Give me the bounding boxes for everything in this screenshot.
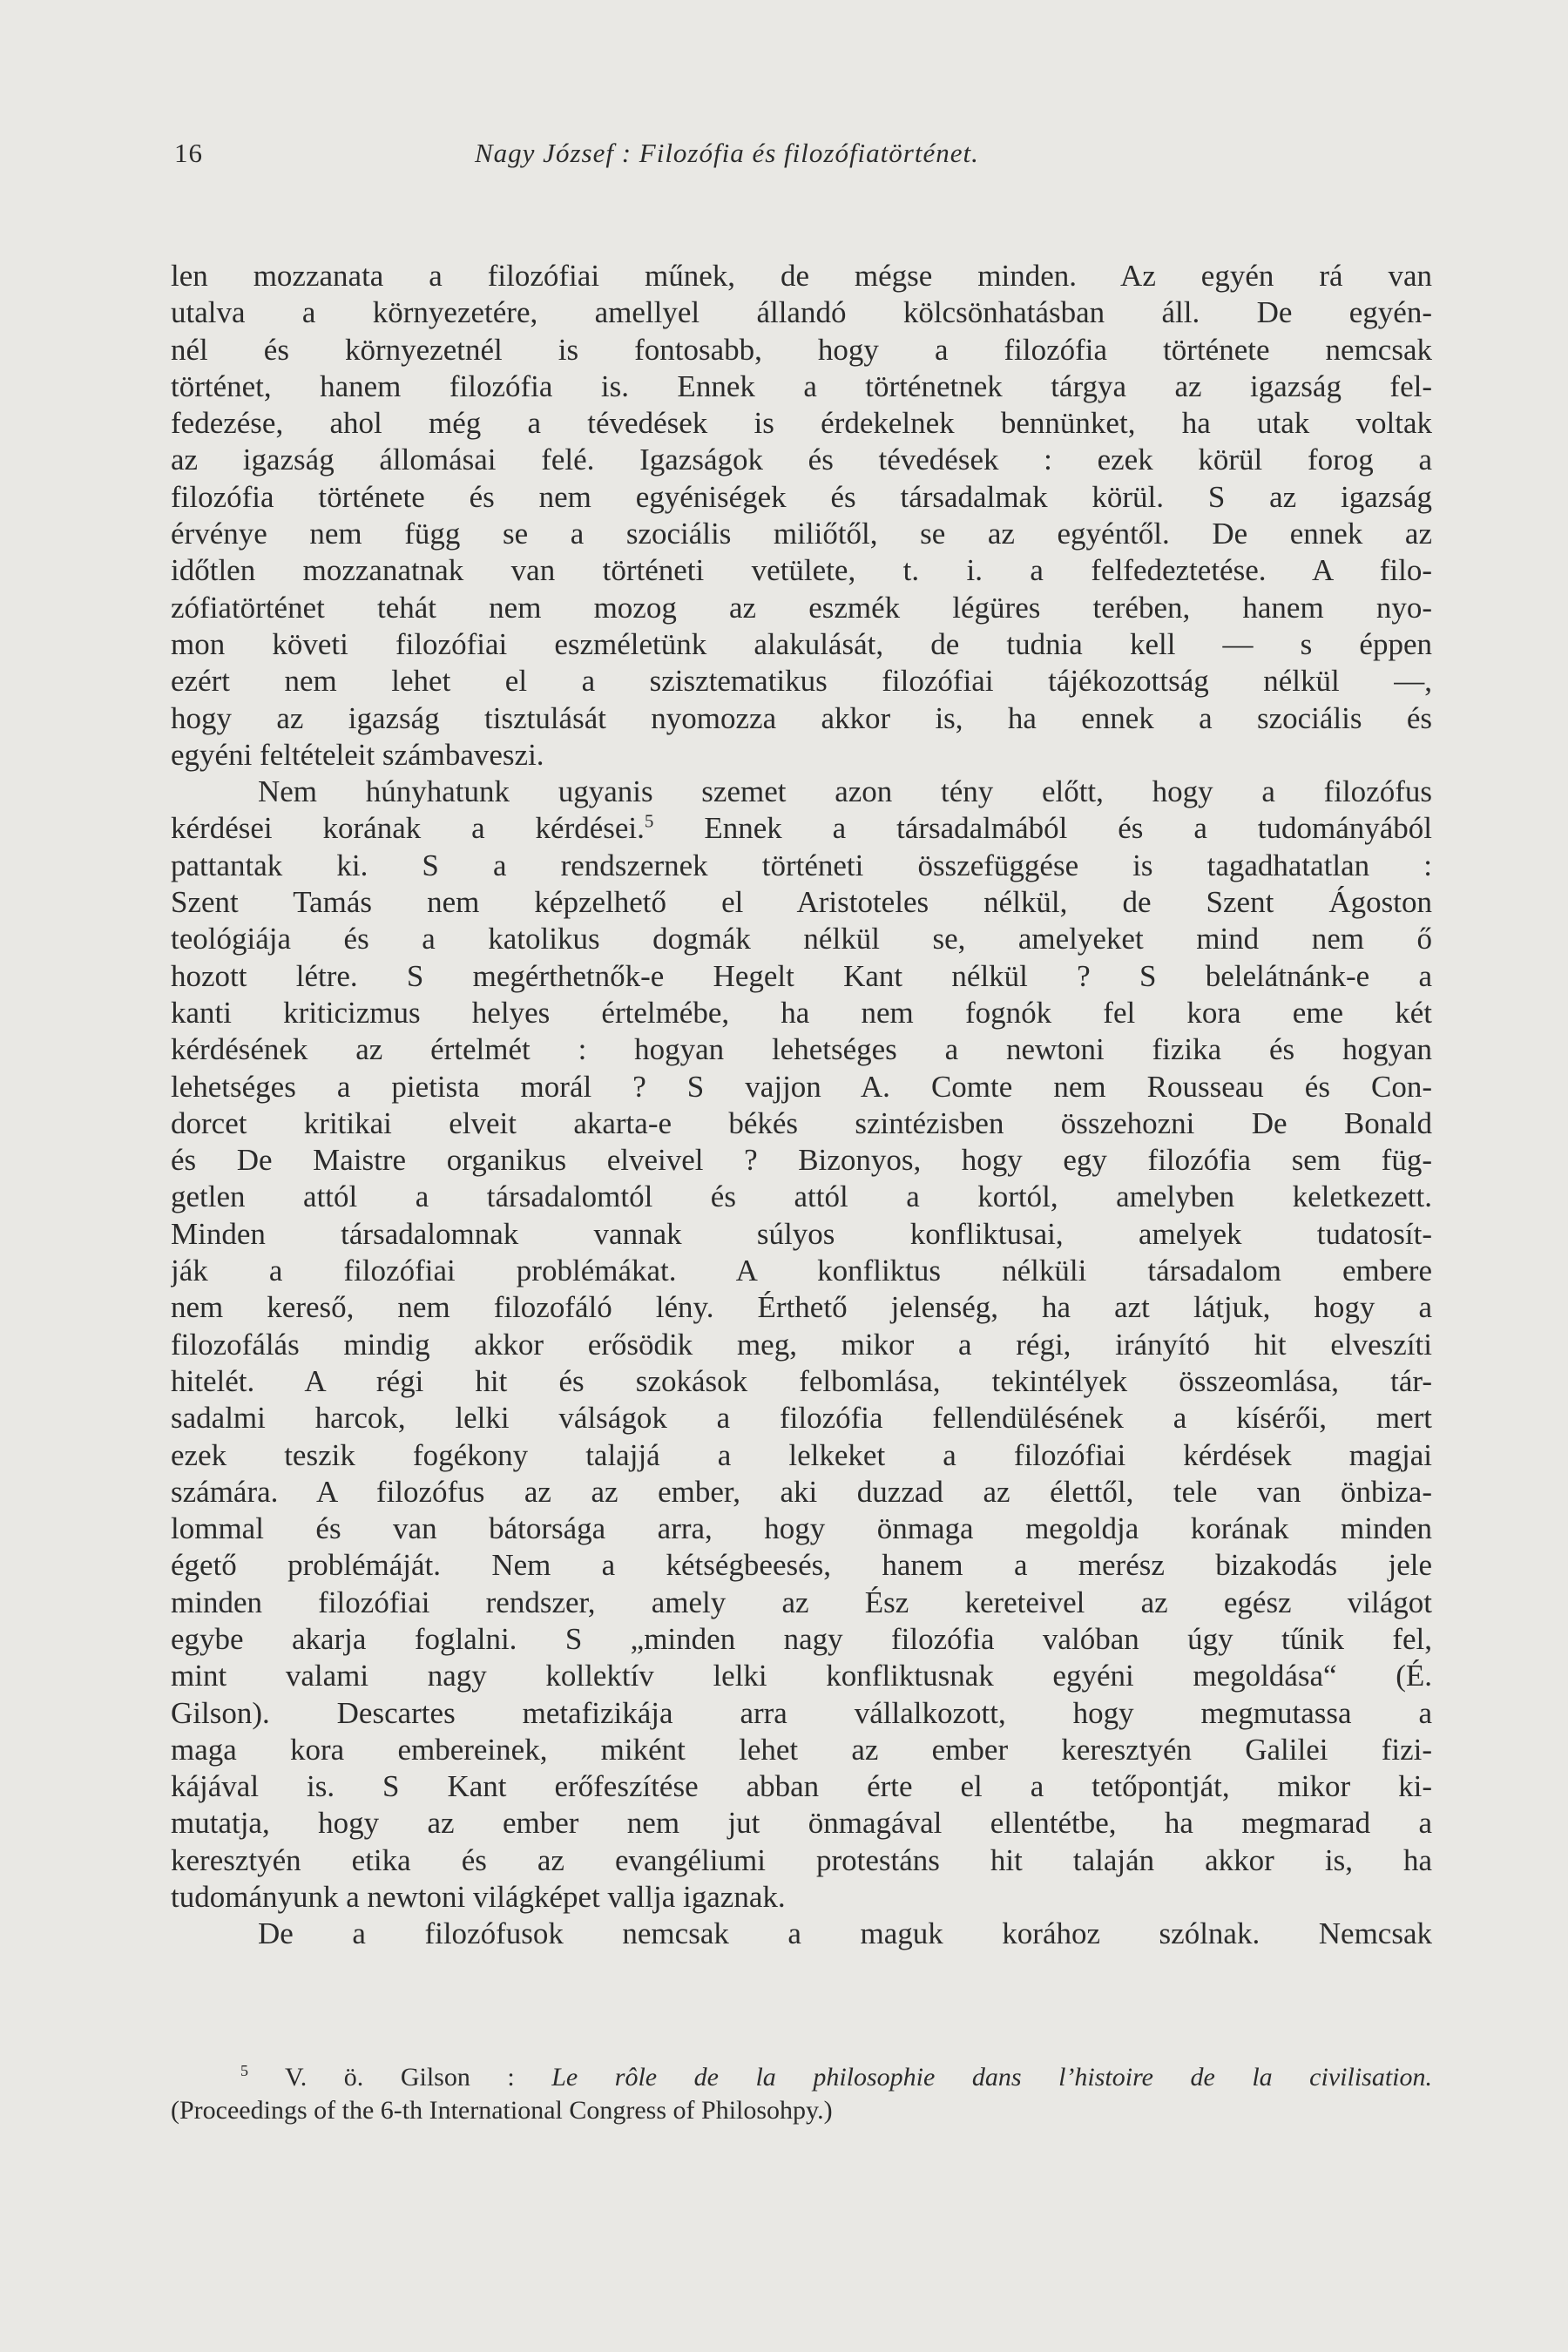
text-line: egyéni feltételeit számbaveszi. <box>171 737 544 772</box>
text-line: kájával is. S Kant erőfeszítése abban érte el a tetőpontját, mikor ki- <box>171 1769 1432 1804</box>
text-line: ezért nem lehet el a szisztematikus filozófiai tájékozottság nélkül —, <box>171 664 1432 699</box>
text-line: hogy az igazság tisztulását nyomozza akkor is, ha ennek a szociális és <box>171 700 1432 735</box>
text-line: teológiája és a katolikus dogmák nélkül se, amelyeket mind nem ő <box>171 922 1432 956</box>
text-line-with-footnote-ref <box>171 810 1432 847</box>
footnote <box>171 2061 1432 2127</box>
text-line: filozofálás mindig akkor erősödik meg, mikor a régi, irányító hit elveszíti <box>171 1327 1432 1362</box>
text-line: mutatja, hogy az ember nem jut önmagával ellentétbe, ha megmarad a <box>171 1806 1432 1841</box>
text-line: egybe akarja foglalni. S „minden nagy filozófia valóban úgy tűnik fel, <box>171 1621 1432 1656</box>
text-line: kérdésének az értelmét : hogyan lehetséges a newtoni fizika és hogyan <box>171 1032 1432 1067</box>
text-line: mint valami nagy kollektív lelki konfliktusnak egyéni megoldása“ (É. <box>171 1659 1432 1693</box>
text-line: hitelét. A régi hit és szokások felbomlása, tekintélyek összeomlása, tár- <box>171 1363 1432 1398</box>
text-line: mon követi filozófiai eszméletünk alakulását, de tudnia kell — s éppen <box>171 626 1432 661</box>
text-line: időtlen mozzanatnak van történeti vetülete, t. i. a felfedeztetése. A filo- <box>171 553 1432 588</box>
text-line: hozott létre. S megérthetnők-e Hegelt Kant nélkül ? S belelátnánk-e a <box>171 958 1432 993</box>
text-line: és De Maistre organikus elveivel ? Bizonyos, hogy egy filozófia sem füg- <box>171 1143 1432 1178</box>
text-line: keresztyén etika és az evangéliumi protestáns hit talaján akkor is, ha <box>171 1842 1432 1877</box>
text-line: fedezése, ahol még a tévedések is érdekelnek bennünket, ha utak voltak <box>171 406 1432 441</box>
text-line: érvénye nem függ se a szociális miliőtől, se az egyéntől. De ennek az <box>171 517 1432 551</box>
text-line: kanti kriticizmus helyes értelmébe, ha nem fognók fel kora eme két <box>171 995 1432 1030</box>
text-line: getlen attól a társadalomtól és attól a kortól, amelyben keletkezett. <box>171 1179 1432 1214</box>
text-line: tudományunk a newtoni világképet vallja igaznak. <box>171 1880 786 1915</box>
text-line: pattantak ki. S a rendszernek történeti összefüggése is tagadhatatlan : <box>171 848 1432 882</box>
text-fragment: kérdései korának a kérdései. <box>171 811 645 846</box>
paragraph-first-line: De a filozófusok nemcsak a maguk korához szólnak. Nemcsak <box>258 1916 1432 1951</box>
text-line: ják a filozófiai problémákat. A konfliktus nélküli társadalom embere <box>171 1254 1432 1288</box>
text-line: égető problémáját. Nem a kétségbeesés, hanem a merész bizakodás jele <box>171 1548 1432 1583</box>
running-head: Nagy József : Filozófia és filozófiatörténet. <box>475 138 979 168</box>
page-header <box>174 138 1429 181</box>
text-line: zófiatörténet tehát nem mozog az eszmék légüres terében, hanem nyo- <box>171 590 1432 625</box>
text-line: számára. A filozófus az az ember, aki duzzad az élettől, tele van önbiza- <box>171 1474 1432 1509</box>
text-line: len mozzanata a filozófiai műnek, de mégse minden. Az egyén rá van <box>171 259 1432 293</box>
text-line: sadalmi harcok, lelki válságok a filozófia fellendülésének a kísérői, mert <box>171 1401 1432 1436</box>
text-line: lehetséges a pietista morál ? S vajjon A. Comte nem Rousseau és Con- <box>171 1069 1432 1104</box>
text-line: filozófia története és nem egyéniségek és társadalmak körül. S az igazság <box>171 479 1432 514</box>
page-number: 16 <box>174 138 203 168</box>
text-line: ezek teszik fogékony talajjá a lelkeket a filozófiai kérdések magjai <box>171 1437 1432 1472</box>
text-fragment: Ennek a társadalmából és a tudományából <box>653 811 1432 846</box>
footnote-line <box>171 2061 1432 2094</box>
body-text <box>171 258 1432 1953</box>
text-line: lommal és van bátorsága arra, hogy önmaga megoldja korának minden <box>171 1511 1432 1546</box>
footnote-mark: 5 <box>240 2062 248 2080</box>
text-line: Szent Tamás nem képzelhető el Aristoteles nélkül, de Szent Ágoston <box>171 885 1432 920</box>
text-line: maga kora embereinek, miként lehet az ember keresztyén Galilei fizi- <box>171 1732 1432 1767</box>
text-line: Gilson). Descartes metafizikája arra vállalkozott, hogy megmutassa a <box>171 1695 1432 1730</box>
footnote-line: (Proceedings of the 6-th International Congress of Philosohpy.) <box>171 2096 833 2125</box>
text-line: történet, hanem filozófia is. Ennek a történetnek tárgya az igazság fel- <box>171 368 1432 403</box>
footnote-lead: V. ö. Gilson : <box>248 2063 552 2092</box>
text-line: Minden társadalomnak vannak súlyos konfliktusai, amelyek tudatosít- <box>171 1216 1432 1251</box>
paragraph-first-line: Nem húnyhatunk ugyanis szemet azon tény előtt, hogy a filozófus <box>258 774 1432 809</box>
text-line: nél és környezetnél is fontosabb, hogy a filozófia története nemcsak <box>171 332 1432 367</box>
text-line: nem kereső, nem filozofáló lény. Érthető jelenség, ha azt látjuk, hogy a <box>171 1290 1432 1325</box>
text-line: dorcet kritikai elveit akarta-e békés szintézisben összehozni De Bonald <box>171 1105 1432 1140</box>
text-line: minden filozófiai rendszer, amely az Ész kereteivel az egész világot <box>171 1585 1432 1619</box>
footnote-title: Le rôle de la philosophie dans l’histoire de la civilisation. <box>551 2063 1432 2092</box>
text-line: utalva a környezetére, amellyel állandó kölcsönhatásban áll. De egyén- <box>171 295 1432 330</box>
text-line: az igazság állomásai felé. Igazságok és tévedések : ezek körül forog a <box>171 443 1432 477</box>
footnote-reference[interactable]: 5 <box>644 810 654 832</box>
